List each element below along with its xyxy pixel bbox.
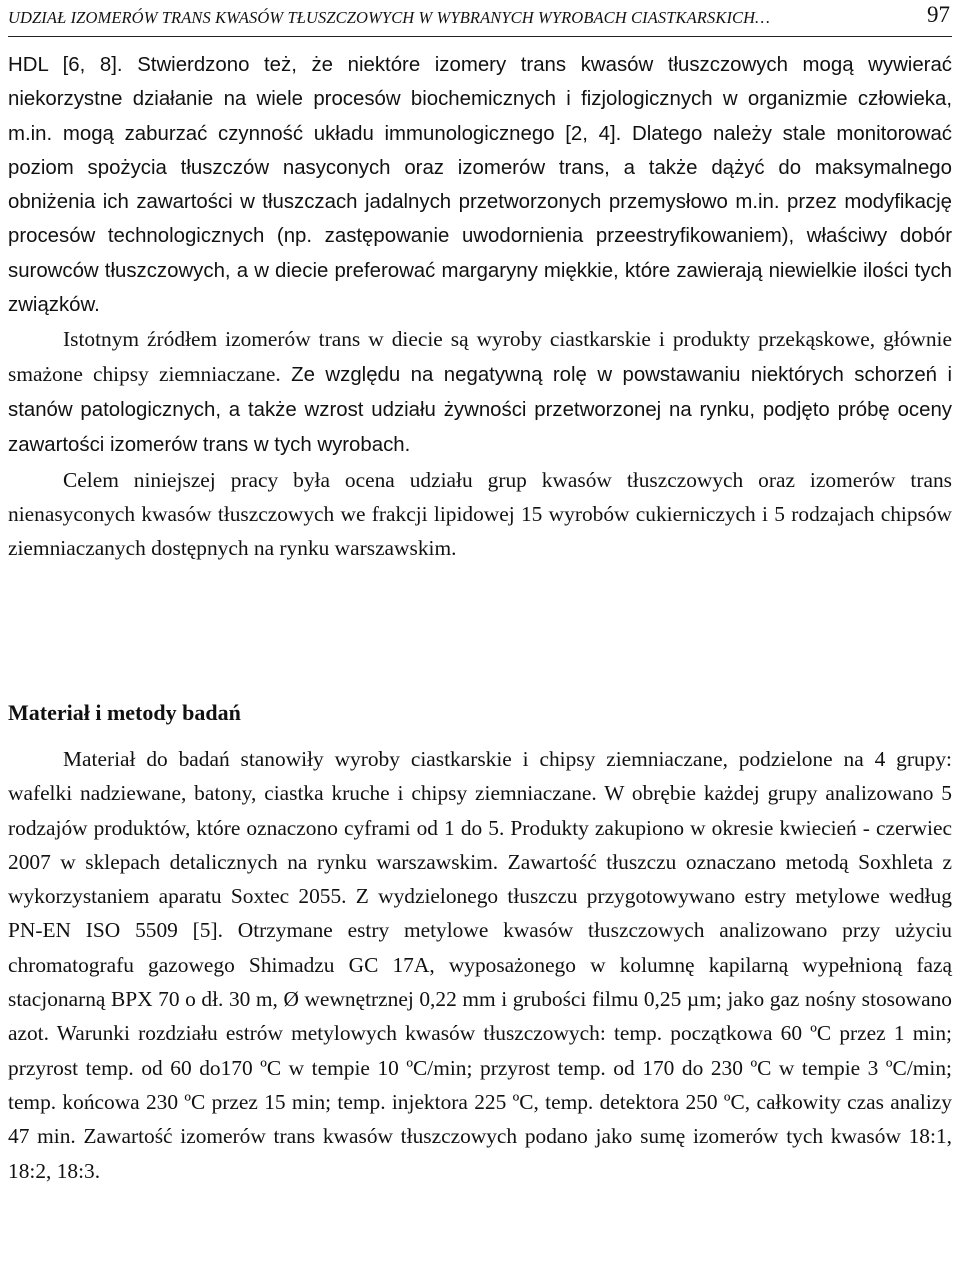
- methods-paragraph: Materiał do badań stanowiły wyroby ciastkarskie i chipsy ziemniaczane, podzielone na 4 grupy: wafelki nadziewane, batony, ciastka kruche i chipsy ziemniaczane. W obrębie każdej grupy analizowano 5 rodzajów produktów, które oznaczono cyframi od 1 do 5. Produkty zakupiono w okresie kwiecień - czerwiec 2007 w sklepach detalicznych na rynku warszawskim. Zawartość tłuszczu oznaczano metodą Soxhleta z wykorzystaniem aparatu Soxtec 2055. Z wydzielonego tłuszczu przygotowywano estry metylowe według PN-EN ISO 5509 [5]. Otrzymane estry metylowe kwasów tłuszczowych analizowano przy użyciu chromatografu gazowego Shimadzu GC 17A, wyposażonego w kolumnę kapilarną wypełnioną fazą stacjonarną BPX 70 o dł. 30 m, Ø wewnętrznej 0,22 mm i grubości filmu 0,25 µm; jako gaz nośny stosowano azot. Warunki rozdziału estrów metylowych kwasów tłuszczowych: temp. początkowa 60 ºC przez 1 min; przyrost temp. od 60 do170 ºC w tempie 10 ºC/min; przyrost temp. od 170 do 230 ºC w tempie 3 ºC/min; temp. końcowa 230 ºC przez 15 min; temp. injektora 225 ºC, temp. detektora 250 ºC, całkowity czas analizy 47 min. Zawartość izomerów trans kwasów tłuszczowych podano jako sumę izomerów tych kwasów 18:1, 18:2, 18:3.: [8, 747, 952, 1183]
- paragraph-3: Celem niniejszej pracy była ocena udziału grup kwasów tłuszczowych oraz izomerów trans nienasyconych kwasów tłuszczowych we frakcji lipidowej 15 wyrobów cukierniczych i 5 rodzajach chipsów ziemniaczanych dostępnych na rynku warszawskim.: [8, 467, 952, 561]
- paragraph-1: HDL [6, 8]. Stwierdzono też, że niektóre izomery trans kwasów tłuszczowych mogą wywierać niekorzystne działanie na wiele procesów biochemicznych i fizjologicznych w organizmie człowieka, m.in. mogą zaburzać czynność układu immunologicznego [2, 4]. Dlatego należy stale monitorować poziom spożycia tłuszczów nasyconych oraz izomerów trans, a także dążyć do maksymalnego obniżenia ich zawartości w tłuszczach jadalnych przetworzonych przemysłowo m.in. przez modyfikację procesów technologicznych (np. zastępowanie uwodornienia przeestryfikowaniem), właściwy dobór surowców tłuszczowych, a w diecie preferować margaryny miękkie, które zawierają niewielkie ilości tych związków.: [8, 54, 952, 317]
- paragraph-2: [8, 322, 952, 462]
- paragraph-2-part-a: Istotnym źródłem izomerów trans w diecie są wyroby ciastkarskie i produkty przekąskowe, głównie smażone chipsy ziemniaczane.: [8, 327, 952, 386]
- paragraph-2-part-b: Ze względu na negatywną rolę w powstawaniu niektórych schorzeń i stanów patologicznych, a także wzrost udziału żywności przetworzonej na rynku, podjęto próbę oceny zawartości izomerów trans w tych wyrobach.: [8, 363, 952, 457]
- page-number: 97: [927, 2, 950, 27]
- body-text: [8, 48, 952, 565]
- section-heading: Materiał i metody badań: [8, 700, 241, 725]
- methods-text: [8, 742, 952, 1188]
- running-header-title: UDZIAŁ IZOMERÓW TRANS KWASÓW TŁUSZCZOWYCH W WYBRANYCH WYROBACH CIASTKARSKICH…: [8, 8, 770, 27]
- running-header: [8, 2, 952, 37]
